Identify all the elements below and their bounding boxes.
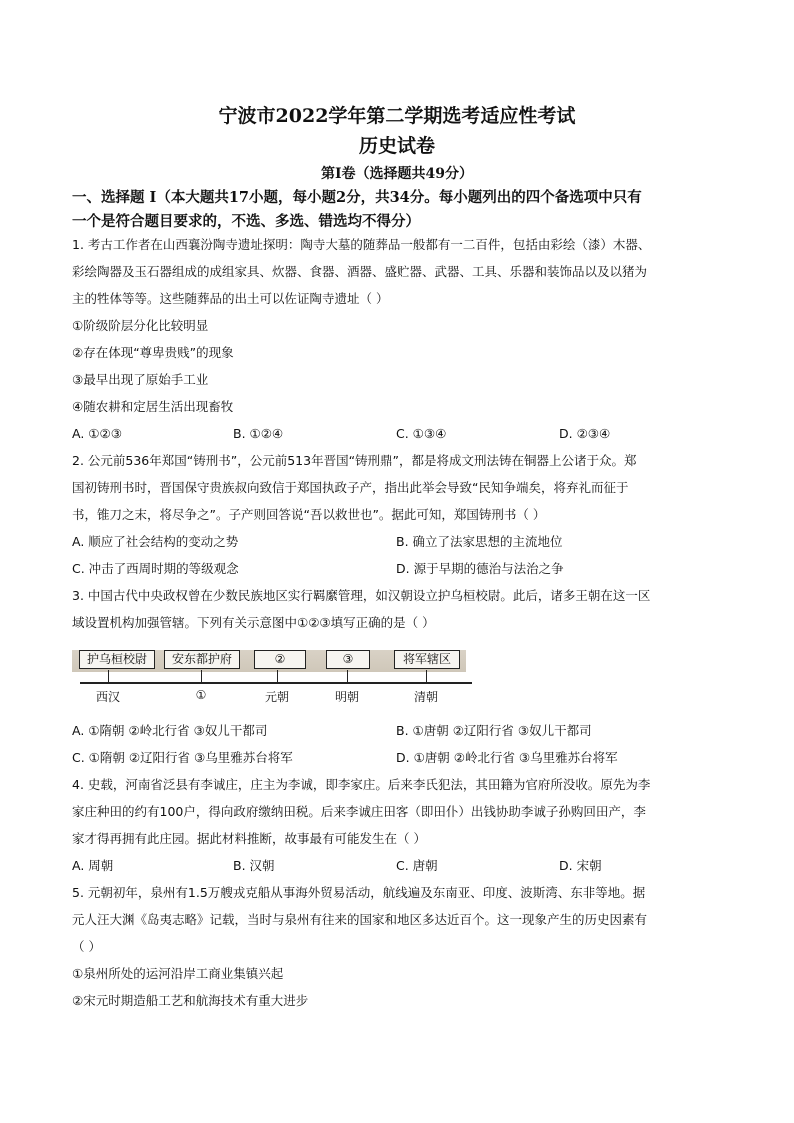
q1-stem-line-2: 彩绘陶器及玉石器组成的成组家具、炊器、食器、酒器、盛贮器、武器、工具、乐器和装饰品以及以猪为 (72, 264, 648, 279)
q3-option-d[interactable]: D. ①唐朝 ②岭北行省 ③乌里雅苏台将军 (396, 750, 618, 765)
q3-stem-line-2: 域设置机构加强管辖。下列有关示意图中①②③填写正确的是（ ） (72, 615, 435, 630)
timeline-label-4: 明朝 (334, 690, 360, 704)
q2-option-b[interactable]: B. 确立了法家思想的主流地位 (396, 534, 563, 549)
timeline-box-5: 将军辖区 (394, 650, 460, 669)
q3-option-b[interactable]: B. ①唐朝 ②辽阳行省 ③奴儿干都司 (396, 723, 592, 738)
q1-item-2: ②存在体现“尊卑贵贱”的现象 (72, 345, 234, 360)
q3-option-a[interactable]: A. ①隋朝 ②岭北行省 ③奴儿干都司 (72, 723, 268, 738)
q2-option-c[interactable]: C. 冲击了西周时期的等级观念 (72, 561, 239, 576)
q4-option-c[interactable]: C. 唐朝 (396, 858, 438, 873)
q5-stem-line-1: 5. 元朝初年，泉州有1.5万艘戎克船从事海外贸易活动，航线遍及东南亚、印度、波斯湾、东非等地。据 (72, 885, 646, 900)
timeline-label-3: 元朝 (264, 690, 290, 704)
q3-stem-line-1: 3. 中国古代中央政权曾在少数民族地区实行羁縻管理，如汉朝设立护乌桓校尉。此后，诸多王朝在这一区 (72, 588, 651, 603)
q5-item-1: ①泉州所处的运河沿岸工商业集镇兴起 (72, 966, 284, 981)
q4-option-b[interactable]: B. 汉朝 (233, 858, 275, 873)
timeline-box-2: 安东都护府 (164, 650, 240, 669)
q1-option-a[interactable]: A. ①②③ (72, 426, 122, 441)
q4-stem-line-3: 家才得再拥有此庄园。据此材料推断，故事最有可能发生在（ ） (72, 831, 426, 846)
q1-option-b[interactable]: B. ①②④ (233, 426, 284, 441)
q1-stem-line-1: 1. 考古工作者在山西襄汾陶寺遗址探明：陶寺大墓的随葬品一般都有一二百件，包括由彩绘（漆）木器、 (72, 237, 651, 252)
section-heading-line-2: 一个是符合题目要求的，不选、多选、错选均不得分） (72, 213, 420, 230)
q2-option-d[interactable]: D. 源于早期的德治与法治之争 (396, 561, 564, 576)
exam-title: 宁波市2022学年第二学期选考适应性考试 (218, 105, 576, 127)
timeline-tick-3 (277, 670, 278, 682)
q4-stem-line-2: 家庄种田的约有100户，得向政府缴纳田税。后来李诚庄田客（即田仆）出钱协助李诚子孙购回田产，李 (72, 804, 646, 819)
timeline-box-1: 护乌桓校尉 (79, 650, 155, 669)
timeline-axis (80, 682, 472, 684)
section-heading-line-1: 一、选择题 I（本大题共17小题，每小题2分，共34分。每小题列出的四个备选项中只有 (72, 189, 642, 206)
q2-stem-line-2: 国初铸刑书时，晋国保守贵族叔向致信于郑国执政子产，指出此举会导致“民知争端矣，将弃礼而征于 (72, 480, 629, 495)
timeline-label-2: ① (195, 688, 207, 702)
q4-stem-line-1: 4. 史载，河南省泛县有李诚庄，庄主为李诚，即李家庄。后来李氏犯法，其田籍为官府所没收。原先为李 (72, 777, 651, 792)
timeline-tick-5 (426, 670, 427, 682)
q2-option-a[interactable]: A. 顺应了社会结构的变动之势 (72, 534, 239, 549)
q5-item-2: ②宋元时期造船工艺和航海技术有重大进步 (72, 993, 309, 1008)
part-heading: 第I卷（选择题共49分） (320, 166, 474, 182)
timeline-tick-1 (108, 670, 109, 682)
q3-timeline-diagram (72, 646, 468, 712)
q2-stem-line-1: 2. 公元前536年郑国“铸刑书”，公元前513年晋国“铸刑鼎”，都是将成文刑法铸在铜器上公诸于众。郑 (72, 453, 637, 468)
q1-option-d[interactable]: D. ②③④ (559, 426, 611, 441)
q1-item-1: ①阶级阶层分化比较明显 (72, 318, 209, 333)
timeline-box-3: ② (254, 650, 306, 669)
q4-option-a[interactable]: A. 周朝 (72, 858, 114, 873)
q1-stem-line-3: 主的牲体等等。这些随葬品的出土可以佐证陶寺遗址（ ） (72, 291, 389, 306)
timeline-tick-2 (201, 670, 202, 682)
timeline-label-1: 西汉 (95, 690, 121, 704)
q1-option-c[interactable]: C. ①③④ (396, 426, 447, 441)
q2-stem-line-3: 书，锥刀之末，将尽争之”。子产则回答说“吾以救世也”。据此可知，郑国铸刑书（ ） (72, 507, 546, 522)
q1-item-3: ③最早出现了原始手工业 (72, 372, 209, 387)
q5-stem-line-2: 元人汪大渊《岛夷志略》记载，当时与泉州有往来的国家和地区多达近百个。这一现象产生的历史因素有 (72, 912, 648, 927)
q3-option-c[interactable]: C. ①隋朝 ②辽阳行省 ③乌里雅苏台将军 (72, 750, 293, 765)
timeline-label-5: 清朝 (413, 690, 439, 704)
timeline-tick-4 (347, 670, 348, 682)
exam-subtitle: 历史试卷 (358, 135, 435, 157)
q1-item-4: ④随农耕和定居生活出现畜牧 (72, 399, 234, 414)
timeline-box-4: ③ (326, 650, 370, 669)
q5-stem-line-3: （ ） (72, 939, 101, 954)
q4-option-d[interactable]: D. 宋朝 (559, 858, 602, 873)
